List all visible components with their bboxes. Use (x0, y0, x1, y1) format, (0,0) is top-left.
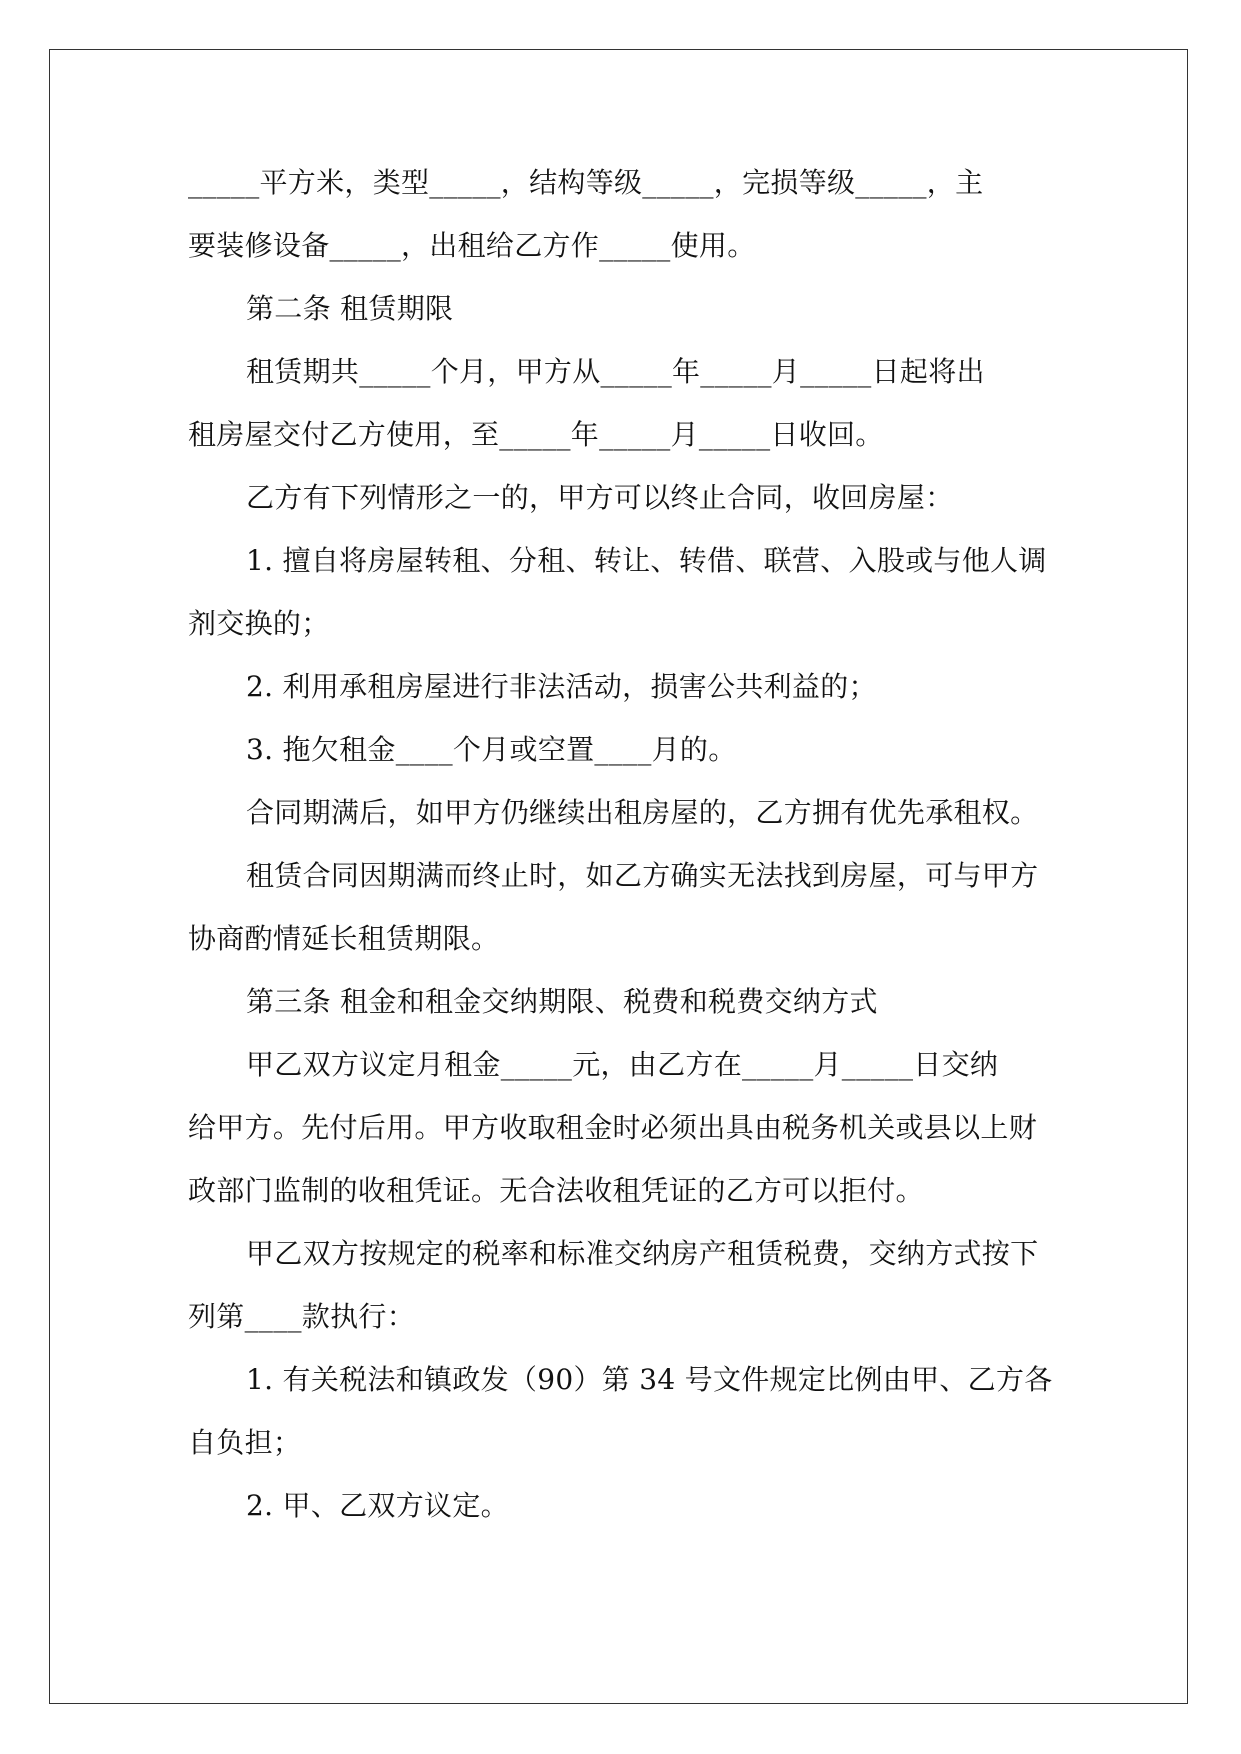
text-line: 租赁合同因期满而终止时，如乙方确实无法找到房屋，可与甲方 (246, 859, 1039, 892)
text-line: 租房屋交付乙方使用，至_____年_____月_____日收回。 (188, 418, 884, 451)
list-item: 2. 甲、乙双方议定。 (246, 1489, 509, 1522)
text-line: 给甲方。先付后用。甲方收取租金时必须出具由税务机关或县以上财 (188, 1111, 1038, 1144)
text-line: 甲乙双方议定月租金_____元，由乙方在_____月_____日交纳 (246, 1048, 999, 1081)
text-line: 合同期满后，如甲方仍继续出租房屋的，乙方拥有优先承租权。 (246, 796, 1039, 829)
text-line: _____平方米，类型_____，结构等级_____，完损等级_____，主 (188, 166, 984, 199)
list-item: 1. 擅自将房屋转租、分租、转让、转借、联营、入股或与他人调 (246, 544, 1047, 577)
text-line: 甲乙双方按规定的税率和标准交纳房产租赁税费，交纳方式按下 (246, 1237, 1039, 1270)
list-item: 1. 有关税法和镇政发（90）第 34 号文件规定比例由甲、乙方各 (246, 1363, 1053, 1396)
text-line: 协商酌情延长租赁期限。 (188, 922, 500, 955)
list-item: 3. 拖欠租金____个月或空置____月的。 (246, 733, 737, 766)
section-heading: 第二条 租赁期限 (246, 292, 454, 325)
text-line: 自负担； (188, 1426, 302, 1459)
text-line: 租赁期共_____个月，甲方从_____年_____月_____日起将出 (246, 355, 985, 388)
text-line: 政部门监制的收租凭证。无合法收租凭证的乙方可以拒付。 (188, 1174, 924, 1207)
text-line: 要装修设备_____，出租给乙方作_____使用。 (188, 229, 756, 262)
text-line: 乙方有下列情形之一的，甲方可以终止合同，收回房屋： (246, 481, 954, 514)
text-line: 列第____款执行： (188, 1300, 416, 1333)
text-line: 剂交换的； (188, 607, 330, 640)
list-item: 2. 利用承租房屋进行非法活动，损害公共利益的； (246, 670, 877, 703)
section-heading: 第三条 租金和租金交纳期限、税费和税费交纳方式 (246, 985, 878, 1018)
